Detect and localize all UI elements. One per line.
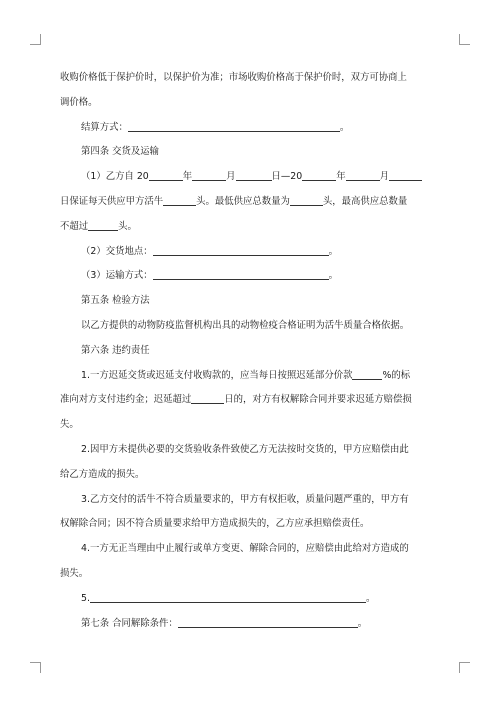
- clause-text: 日的，对方有权解除合同并要求迟延方赔偿损: [224, 394, 412, 406]
- article-5-text: 以乙方提供的动物防疫监督机构出具的动物检疫合格证明为活牛质量合格依据。: [81, 319, 410, 331]
- max-label: 不超过: [60, 220, 89, 232]
- article-6-heading: 第六条 违约责任: [81, 344, 150, 356]
- year-label: 年: [336, 171, 346, 183]
- year-label: 年: [182, 171, 193, 183]
- min-total-text: 头。最低供应总数量为: [196, 195, 290, 207]
- daily-supply-text: 日保证每天供应甲方活牛: [60, 195, 164, 207]
- daily-head-blank[interactable]: [163, 193, 196, 206]
- punctuation: 。: [365, 592, 376, 604]
- penalty-percent-blank[interactable]: [352, 367, 382, 380]
- transport-line: [60, 264, 440, 289]
- clause-1-line: [60, 388, 440, 413]
- clause-text: 1.一方迟延交货或迟延支付收购款的，应当每日按照迟延部分价款: [81, 369, 353, 381]
- settlement-blank[interactable]: [128, 119, 340, 132]
- paragraph-line: 调价格。: [60, 96, 98, 108]
- clause-5-line: [60, 587, 440, 612]
- article-5-heading: 第五条 检验方法: [81, 295, 150, 307]
- delivery-place-blank[interactable]: [153, 243, 329, 256]
- clause-4-line: 损失。: [60, 567, 89, 579]
- month-label: 月: [379, 171, 389, 183]
- max-total-blank[interactable]: [88, 218, 118, 231]
- transport-blank[interactable]: [153, 267, 329, 280]
- delay-days-blank[interactable]: [191, 391, 224, 404]
- end-year-blank[interactable]: [302, 168, 336, 181]
- end-day-blank[interactable]: [389, 168, 422, 181]
- punctuation: 。: [357, 617, 368, 629]
- clause-3-line: 3.乙方交付的活牛不符合质量要求的，甲方有权拒收，质量问题严重的，甲方有: [81, 493, 409, 505]
- clause-1-line: 失。: [60, 419, 79, 431]
- clause-1-line: [60, 364, 440, 389]
- delivery-max-line: [60, 215, 440, 240]
- transport-label: （3）运输方式：: [81, 270, 153, 282]
- corner-mark-bottom-right: [459, 662, 470, 673]
- clause-4-line: 4.一方无正当理由中止履行或单方变更、解除合同的，应赔偿由此给对方造成的: [81, 543, 409, 555]
- clause-number: 5.: [81, 592, 90, 604]
- delivery-quantity-line: [60, 190, 440, 215]
- clause-3-line: 权解除合同；因不符合质量要求给甲方造成损失的，乙方应承担赔偿责任。: [60, 518, 370, 530]
- end-month-blank[interactable]: [346, 168, 380, 181]
- settlement-label: 结算方式：: [81, 121, 128, 133]
- month-label: 月: [226, 171, 236, 183]
- document-body: [60, 66, 440, 636]
- clause-2-line: 给乙方造成的损失。: [60, 468, 145, 480]
- delivery-place-label: （2）交货地点：: [81, 245, 153, 257]
- paragraph-line: 收购价格低于保护价时，以保护价为准；市场收购价格高于保护价时，双方可协商上: [60, 72, 407, 83]
- corner-mark-top-right: [459, 34, 470, 45]
- delivery-start-text: （1）乙方自 20: [81, 171, 149, 183]
- punctuation: 。: [328, 245, 338, 257]
- clause-text: 准向对方支付违约金；迟延超过: [60, 394, 192, 406]
- punctuation: 。: [328, 270, 338, 282]
- clause-2-line: 2.因甲方未提供必要的交货验收条件致使乙方无法按时交货的，甲方应赔偿由此: [81, 443, 409, 455]
- clause-text: %的标: [382, 369, 411, 381]
- delivery-place-line: [60, 240, 440, 265]
- termination-conditions-blank[interactable]: [178, 615, 358, 628]
- head-unit: 头。: [118, 220, 137, 232]
- clause-5-blank[interactable]: [90, 590, 366, 603]
- delivery-period-line: [60, 165, 440, 190]
- article-7-label: 第七条 合同解除条件：: [81, 617, 178, 629]
- day-to-label: 日—20: [271, 171, 303, 183]
- start-year-blank[interactable]: [149, 168, 183, 181]
- article-7-line: [60, 612, 440, 637]
- corner-mark-bottom-left: [30, 662, 41, 673]
- corner-mark-top-left: [30, 34, 41, 45]
- start-month-blank[interactable]: [192, 168, 226, 181]
- min-total-blank[interactable]: [290, 193, 323, 206]
- article-4-heading: 第四条 交货及运输: [81, 146, 159, 158]
- punctuation: 。: [339, 121, 350, 133]
- start-day-blank[interactable]: [236, 168, 272, 181]
- settlement-line: [60, 116, 440, 141]
- max-total-text: 头，最高供应总数量: [322, 195, 408, 207]
